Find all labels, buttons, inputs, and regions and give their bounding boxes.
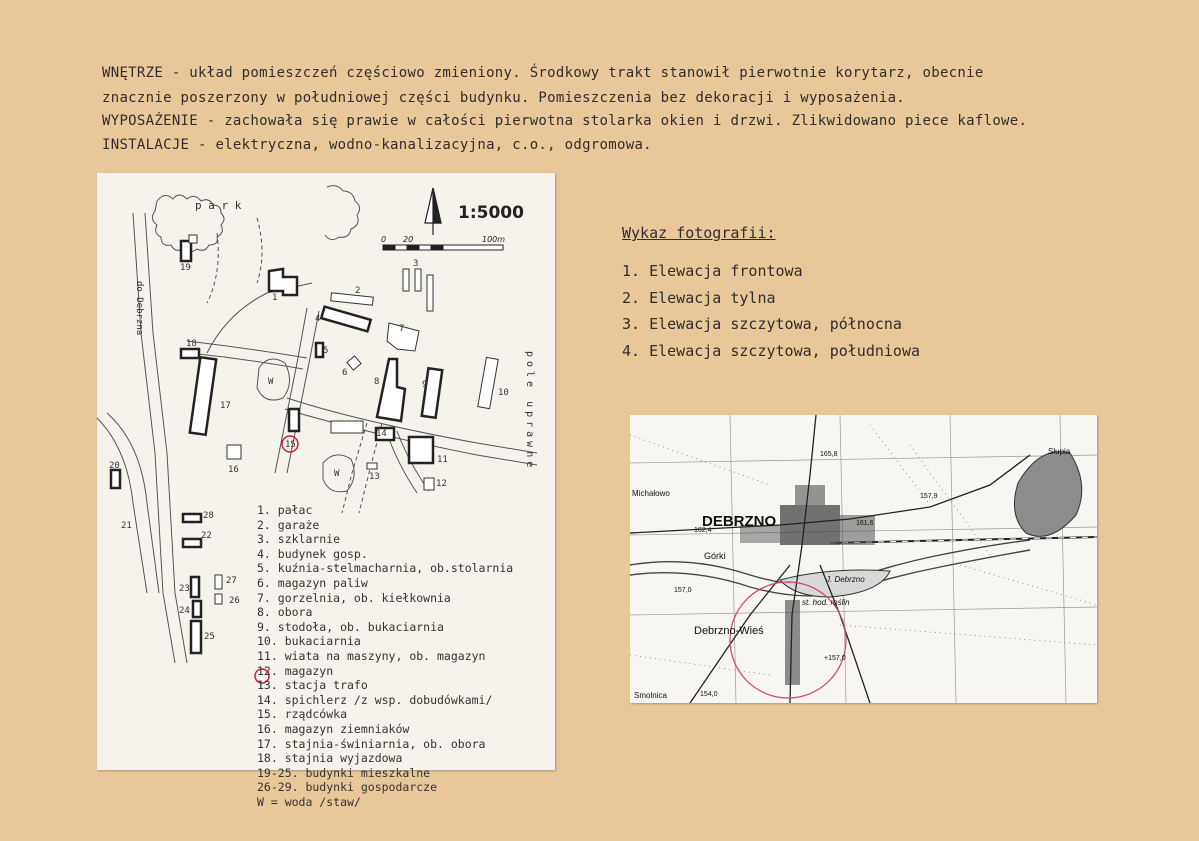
svg-text:16: 16 (228, 465, 239, 475)
legend-item: 18. stajnia wyjazdowa (257, 751, 403, 766)
header-line-equipment: WYPOSAŻENIE - zachowała się prawie w całości pierwotna stolarka okien i drzwi. Zlikwidowano piece kaflowe. (102, 113, 1028, 129)
michalowo-label: Michałowo (632, 489, 670, 498)
legend-item: 1. pałac (257, 503, 313, 517)
svg-text:13: 13 (369, 472, 380, 482)
svg-text:15: 15 (285, 440, 296, 450)
svg-text:23: 23 (179, 584, 190, 594)
legend-item: 17. stajnia-świniarnia, ob. obora (257, 736, 486, 751)
svg-text:18: 18 (186, 339, 197, 349)
svg-text:12: 12 (436, 479, 447, 489)
site-plan-legend (257, 503, 513, 809)
photo-item: 2. Elewacja tylna (622, 288, 776, 307)
svg-text:20: 20 (109, 461, 120, 471)
legend-item: 2. garaże (257, 517, 320, 532)
park-outline-right (325, 186, 360, 240)
svg-text:7: 7 (399, 324, 405, 334)
photo-item: 3. Elewacja szczytowa, północna (622, 315, 902, 333)
header-line-interior-cont: znacznie poszerzony w południowej części budynku. Pomieszczenia bez dekoracji i wyposażenia. (102, 90, 906, 106)
elevation-label: 165,8 (820, 451, 838, 458)
photos-title: Wykaz fotografii: (622, 224, 776, 242)
gorki-label: Górki (704, 551, 726, 561)
scale-bar (383, 245, 503, 250)
svg-text:8: 8 (374, 377, 380, 387)
svg-text:19: 19 (180, 263, 191, 273)
svg-text:3: 3 (413, 259, 419, 269)
svg-text:28: 28 (203, 511, 214, 521)
legend-item: 26-29. budynki gospodarcze (257, 780, 438, 795)
header-line-installations: INSTALACJE - elektryczna, wodno-kanalizacyjna, c.o., odgromowa. (102, 137, 652, 153)
header-line-interior: WNĘTRZE - układ pomieszczeń częściowo zmieniony. Środkowy trakt stanowił pierwotnie korytarz, obecnie (102, 65, 984, 81)
svg-text:26: 26 (229, 596, 240, 606)
svg-text:2: 2 (355, 286, 361, 296)
legend-item: 11. wiata na maszyny, ob. magazyn (257, 648, 486, 663)
road-label: do Debrzna (134, 281, 144, 336)
legend-item: 12. magazyn (257, 663, 334, 678)
scalebar-label-100: 100m (482, 235, 506, 244)
photo-item: 1. Elewacja frontowa (622, 262, 803, 280)
north-arrow-icon (425, 188, 441, 235)
legend-item: 9. stodoła, ob. bukaciarnia (257, 619, 444, 634)
elevation-label: 157,9 (920, 493, 938, 500)
field-label: pole uprawne (524, 351, 535, 472)
legend-item: 13. stacja trafo (257, 678, 368, 693)
legend-item: W = woda /staw/ (257, 794, 361, 809)
nursery-label: st. hod. roślin (802, 598, 850, 607)
legend-item: 19-25. budynki mieszkalne (257, 765, 431, 780)
elevation-label: 161,6 (856, 520, 874, 527)
svg-text:5: 5 (323, 346, 329, 356)
elevation-label: 162,4 (694, 527, 712, 534)
svg-text:6: 6 (342, 368, 348, 378)
svg-text:25: 25 (204, 632, 215, 642)
topo-map-drawing (630, 415, 1097, 703)
site-plan-card (97, 173, 555, 809)
photo-item: 4. Elewacja szczytowa, południowa (622, 341, 921, 360)
legend-item: 6. magazyn paliw (257, 575, 368, 590)
legend-item: 5. kuźnia-stelmacharnia, ob.stolarnia (257, 561, 514, 576)
legend-item: 7. gorzelnia, ob. kiełkownia (257, 590, 451, 605)
svg-text:24: 24 (179, 606, 190, 616)
scalebar-label-0: 0 (381, 235, 387, 244)
village-label: Debrzno-Wieś (694, 625, 764, 637)
elevation-label: 157,0 (674, 587, 692, 594)
elevation-label: 154,0 (700, 691, 718, 698)
svg-text:17: 17 (220, 401, 231, 411)
legend-item: 16. magazyn ziemniaków (257, 721, 410, 736)
svg-text:10: 10 (498, 388, 509, 398)
smolnica-label: Smolnica (634, 691, 667, 700)
scalebar-label-20: 20 (403, 235, 414, 244)
topographic-map (630, 415, 1097, 703)
lake-label: J. Debrzno (826, 575, 865, 584)
legend-item: 15. rządcówka (257, 707, 348, 722)
legend-item: 4. budynek gosp. (257, 546, 368, 561)
photos-list (622, 258, 920, 364)
svg-text:9: 9 (422, 380, 428, 390)
legend-item: 8. obora (257, 605, 313, 620)
park-label: p a r k (195, 199, 242, 212)
svg-text:W: W (334, 469, 340, 479)
lake-shape (1014, 452, 1081, 537)
svg-text:1: 1 (272, 293, 278, 303)
legend-item: 10. bukaciarnia (257, 634, 361, 649)
slupia-label: Słupia (1048, 447, 1071, 456)
svg-text:27: 27 (226, 576, 237, 586)
svg-text:22: 22 (201, 531, 212, 541)
scale-ratio: 1:5000 (458, 203, 524, 223)
svg-text:W: W (268, 377, 274, 387)
svg-text:14: 14 (376, 429, 387, 439)
legend-item: 14. spichlerz /z wsp. dobudówkami/ (257, 692, 493, 707)
elevation-label: +157,0 (824, 655, 846, 662)
svg-text:21: 21 (121, 521, 132, 531)
town-label: DEBRZNO (702, 513, 777, 530)
svg-text:4: 4 (315, 314, 321, 324)
legend-item: 3. szklarnie (257, 532, 341, 547)
svg-text:11: 11 (437, 455, 448, 465)
